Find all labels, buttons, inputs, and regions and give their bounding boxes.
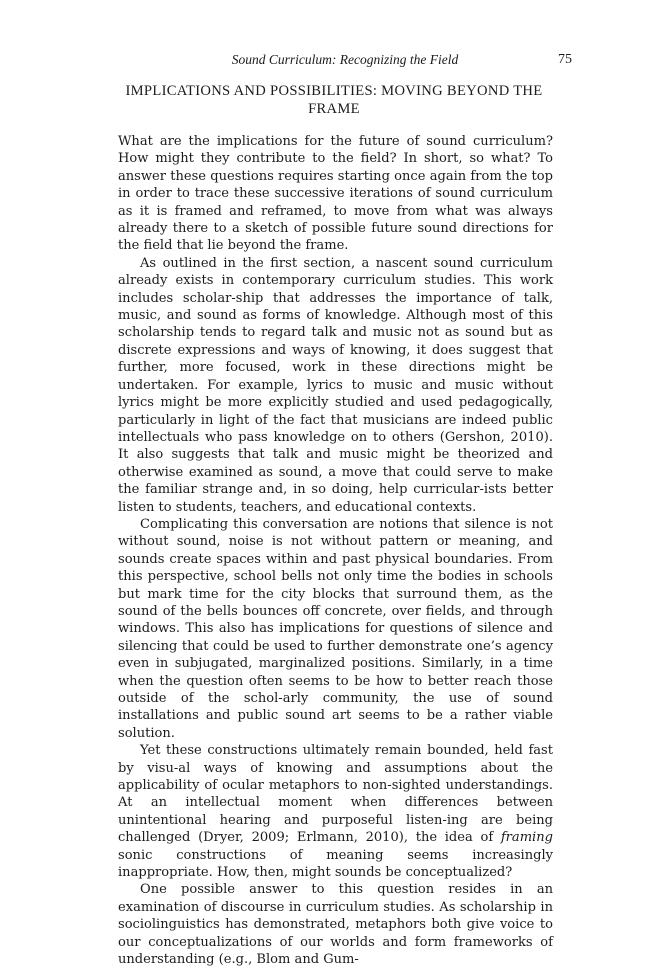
paragraph-3: Complicating this conversation are notions that silence is not without sound, noise is not without pattern or meaning, and sounds create spaces within and past physical boundaries. From this perspective, school bells not only time the bodies in schools but mark time for the city blocks that surround them, as the sound of the bells bounces off concrete, over fields, and through windows. This also has implications for questions of silence and silencing that could be used to further demonstrate one’s agency even in subjugated, marginalized positions. Similarly, in a time when the question often seems to be how to better reach those outside of the schol-arly community, the use of sound installations and public sound art seems to be a rather viable solution. [118, 516, 553, 741]
paragraph-2: As outlined in the first section, a nascent sound curriculum already exists in contemporary curriculum studies. This work includes scholar-ship that addresses the importance of talk, music, and sound as forms of knowledge. Although most of this scholarship tends to regard talk and music not as sound but as discrete expressions and ways of knowing, it does suggest that further, more focused, work in these directions might be undertaken. For example, lyrics to music and music without lyrics might be more explicitly studied and used pedagogically, particularly in light of the fact that musicians are indeed public intellectuals who pass knowledge on to others (Gershon, 2010). It also suggests that talk and music might be theorized and otherwise examined as sound, a move that could serve to make the familiar strange and, in so doing, help curricular-ists better listen to students, teachers, and educational contexts. [118, 255, 553, 515]
running-head-title: Sound Curriculum: Recognizing the Field [231, 52, 459, 67]
paragraph-5: One possible answer to this question resides in an examination of discourse in curriculum studies. As scholarship in sociolinguistics has demonstrated, metaphors both give voice to our conceptualizations of our worlds and form frameworks of understanding (e.g., Blom and Gum- [118, 882, 553, 968]
running-head [118, 52, 572, 70]
section-heading: IMPLICATIONS AND POSSIBILITIES: MOVING BEYOND THE FRAME [125, 83, 543, 117]
paragraph-4-tail: sonic constructions of meaning seems increasingly inappropriate. How, then, might sounds be conceptualized? [118, 847, 553, 881]
paragraph-1: What are the implications for the future of sound curriculum? How might they contribute to the field? In short, so what? To answer these questions requires starting once again from the top in order to trace these successive iterations of sound curriculum as it is framed and reframed, to move from what was always already there to a sketch of possible future sound directions for the field that lie beyond the frame. [118, 134, 553, 254]
page-number: 75 [558, 52, 572, 67]
emphasis-framing: framing [500, 830, 553, 846]
paragraph-4 [118, 742, 553, 881]
body-text [118, 133, 553, 969]
paragraph-4-lead: Yet these constructions ultimately remain bounded, held fast by visu-al ways of knowing and assumptions about the applicability of ocular metaphors to non-sighted understandings. At an intellectual moment when differences between unintentional hearing and purposeful listen-ing are being challenged (Dryer, 2009; Erlmann, 2010), the idea of [118, 743, 553, 846]
